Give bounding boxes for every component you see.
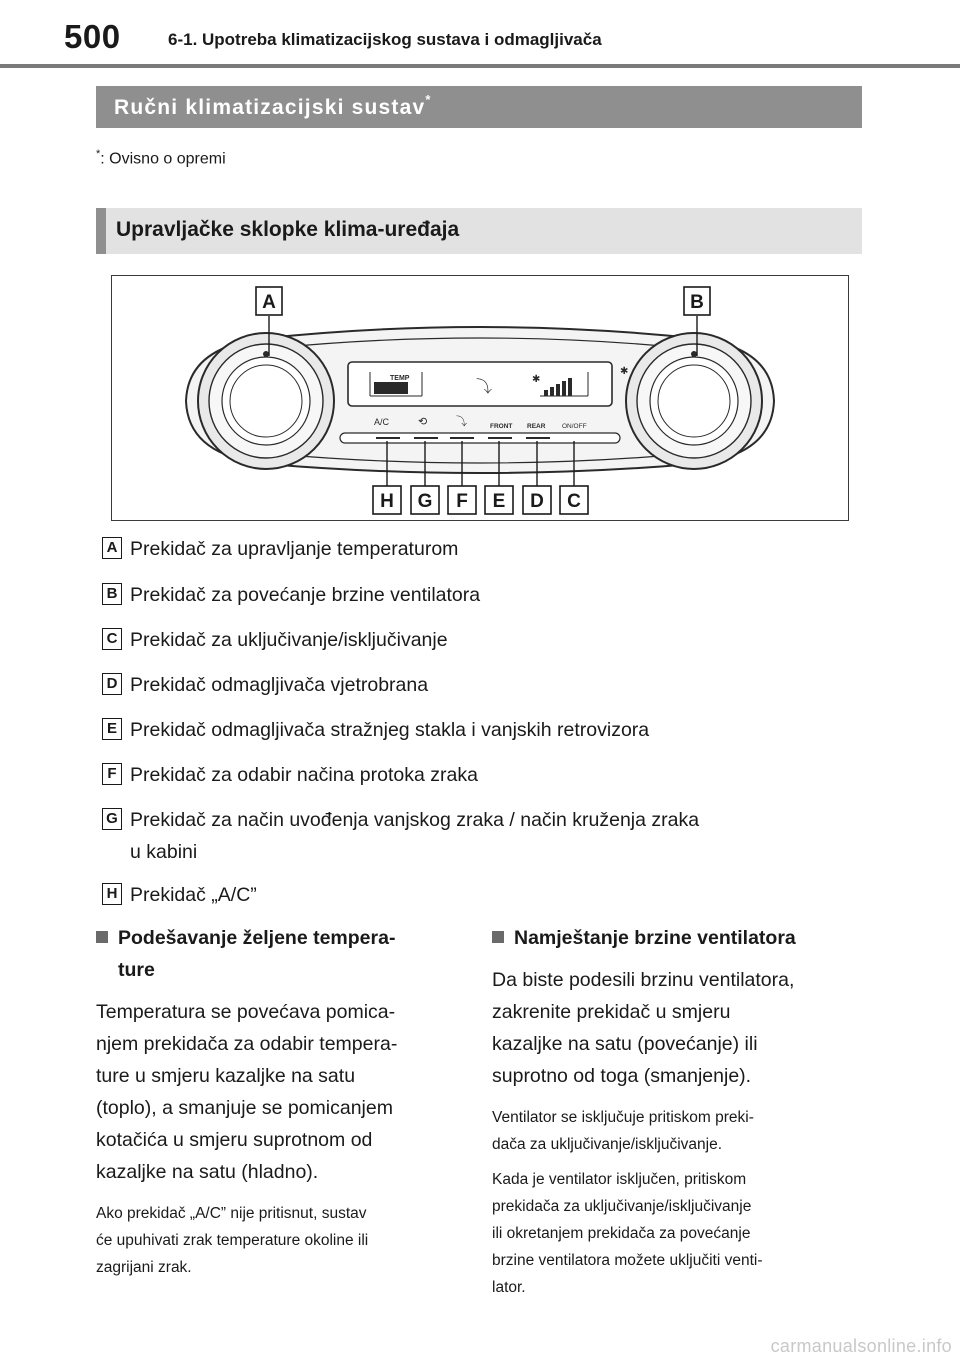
legend-text: Prekidač za uključivanje/isključivanje	[130, 629, 448, 651]
climate-panel-illustration	[112, 276, 848, 520]
temperature-heading: Podešavanje željene tempera-	[96, 922, 466, 954]
air-mode-icon: ⤵	[456, 416, 467, 428]
section-title-bar	[96, 86, 862, 128]
subsection-title-bar	[96, 208, 862, 254]
page-number: 500	[64, 18, 121, 55]
temp-label: TEMP	[390, 375, 410, 382]
chapter-title: 6-1. Upotreba klimatizacijskog sustava i odmagljivača	[168, 30, 602, 49]
legend-text: Prekidač za povećanje brzine ventilatora	[130, 584, 481, 606]
callout-g-label: G	[417, 491, 433, 512]
subsection-title: Upravljačke sklopke klima-uređaja	[116, 218, 460, 241]
section-title: Ručni klimatizacijski sustav	[114, 96, 426, 119]
legend-badge: G	[102, 808, 122, 830]
square-bullet-icon	[96, 931, 108, 943]
legend-text: Prekidač „A/C”	[130, 884, 257, 906]
right-column	[492, 922, 862, 1301]
front-label: FRONT	[490, 423, 513, 430]
legend-badge: F	[102, 763, 122, 785]
legend-text: Prekidač za odabir načina protoka zraka	[130, 764, 478, 786]
legend-text: Prekidač odmagljivača vjetrobrana	[130, 674, 429, 696]
rear-label: REAR	[527, 423, 546, 430]
footnote-text: : Ovisno o opremi	[100, 150, 226, 168]
callout-b-label: B	[690, 292, 704, 313]
temperature-knob	[198, 333, 334, 469]
callout-c-label: C	[567, 491, 581, 512]
callout-f-label: F	[456, 491, 468, 512]
section-title-mark: *	[425, 92, 432, 107]
legend-badge: E	[102, 718, 122, 740]
callout-a-label: A	[262, 292, 276, 313]
fan-speed-heading: Namještanje brzine ventilatora	[492, 922, 862, 954]
callout-e-label: E	[492, 491, 506, 512]
footnote-mark: *	[96, 148, 101, 160]
callout-h-label: H	[380, 491, 394, 512]
legend-text: Prekidač za način uvođenja vanjskog zraka / način kruženja zraka	[130, 809, 700, 831]
temperature-note: Ako prekidač „A/C” nije pritisnut, sustav će upuhivati zrak temperature okoline ili zagrijani zrak.	[96, 1205, 369, 1276]
header-divider	[0, 64, 960, 68]
fan-speed-body: Da biste podesili brzinu ventilatora, zakrenite prekidač u smjeru kazaljke na satu (povećanje) ili suprotno od toga (smanjenje).	[492, 969, 795, 1087]
legend-text: Prekidač za upravljanje temperaturom	[130, 538, 459, 560]
legend-badge: C	[102, 628, 122, 650]
watermark-text: carmanualsonline.info	[770, 1336, 952, 1356]
fan-speed-note-1: Ventilator se isključuje pritiskom preki- dača za uključivanje/isključivanje.	[492, 1109, 754, 1153]
onoff-label: ON/OFF	[562, 423, 587, 430]
fan-speed-note-2: Kada je ventilator isključen, pritiskom prekidača za uključivanje/isključivanje ili okretanjem prekidača za povećanje brzine ventilatora možete uključiti venti- lator.	[492, 1171, 763, 1296]
square-bullet-icon	[492, 931, 504, 943]
climate-panel-figure	[111, 275, 849, 521]
temperature-body: Temperatura se povećava pomica- njem prekidača za odabir tempera- ture u smjeru kazaljke na satu (toplo), a smanjuje se pomicanjem kotačića u smjeru suprotnom od kazaljke na satu (hladno).	[96, 1001, 398, 1183]
legend-text-continued: u kabini	[130, 841, 198, 863]
fan-icon: ✱	[532, 374, 541, 385]
legend-badge: A	[102, 537, 122, 559]
svg-text:✱: ✱	[620, 366, 629, 377]
temperature-heading-continued: ture	[118, 959, 155, 981]
legend-badge: B	[102, 583, 122, 605]
legend-text: Prekidač odmagljivača stražnjeg stakla i vanjskih retrovizora	[130, 719, 650, 741]
airflow-mode-icon: ⤵	[476, 379, 493, 396]
legend-badge: D	[102, 673, 122, 695]
ac-label: A/C	[374, 417, 390, 427]
left-column	[96, 922, 466, 1281]
footnote	[96, 148, 226, 168]
recirculation-icon: ⟲	[418, 416, 428, 428]
legend-badge: H	[102, 883, 122, 905]
callout-d-label: D	[530, 491, 544, 512]
